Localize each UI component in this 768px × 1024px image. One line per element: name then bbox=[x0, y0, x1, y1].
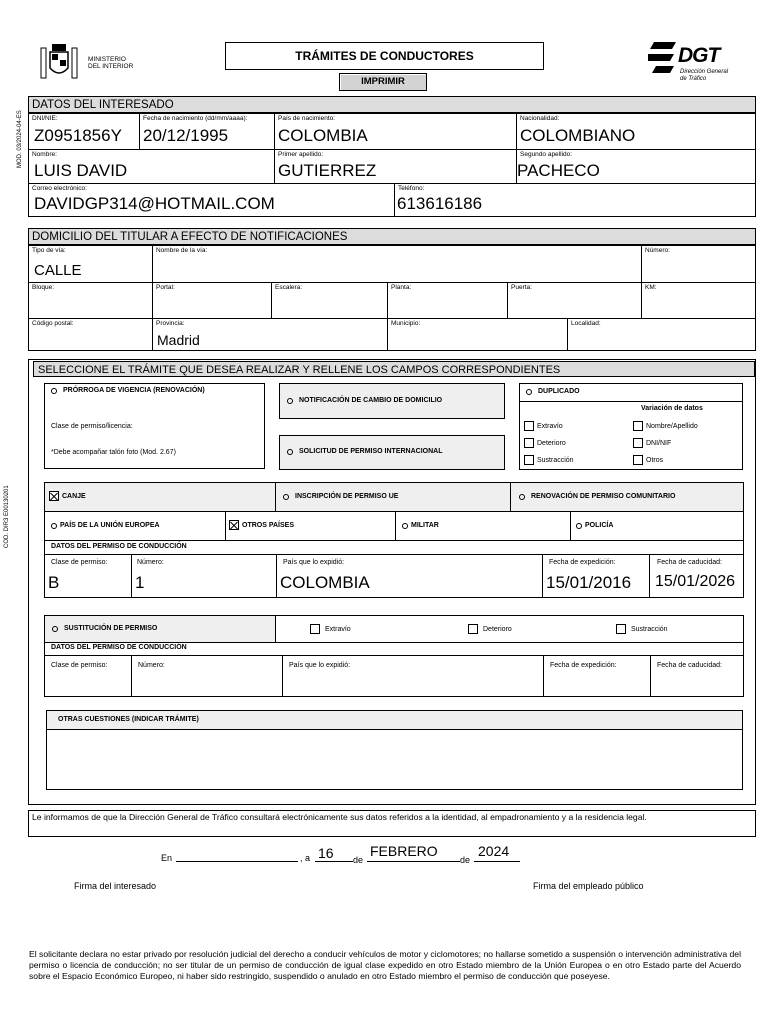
sus-number-field[interactable] bbox=[132, 656, 283, 696]
militar-label: MILITAR bbox=[411, 522, 439, 529]
issuing-country-field[interactable] bbox=[277, 555, 543, 597]
info-box bbox=[28, 810, 756, 837]
canje-option[interactable] bbox=[49, 491, 86, 501]
sus-extravio-checkbox[interactable] bbox=[310, 624, 320, 634]
nationality-value: COLOMBIANO bbox=[520, 126, 636, 145]
dup-nombre-checkbox[interactable] bbox=[633, 421, 643, 431]
dup-nombre-option[interactable] bbox=[633, 421, 698, 431]
renovacion-com-radio[interactable] bbox=[519, 494, 525, 500]
date-place-line[interactable] bbox=[176, 852, 298, 862]
sus-country-label: País que lo expidió: bbox=[289, 662, 351, 669]
sus-extravio-option[interactable] bbox=[310, 624, 351, 634]
datos-interesado-header: DATOS DEL INTERESADO bbox=[28, 96, 756, 113]
ministry-name bbox=[88, 56, 133, 70]
license-class-label: Clase de permiso: bbox=[51, 559, 108, 566]
surname1-field[interactable] bbox=[275, 150, 517, 183]
sus-deterioro-label: Deterioro bbox=[483, 625, 512, 633]
date-en-label: En bbox=[161, 853, 173, 863]
pais-ue-radio[interactable] bbox=[51, 523, 57, 529]
street-type-label: Tipo de vía: bbox=[32, 247, 66, 254]
sus-extravio-label: Extravío bbox=[325, 625, 351, 633]
surname1-value: GUTIERREZ bbox=[278, 161, 377, 180]
portal-field[interactable] bbox=[153, 283, 272, 318]
dup-dni-option[interactable] bbox=[633, 438, 671, 448]
municipality-field[interactable] bbox=[388, 319, 568, 350]
dni-value: Z0951856Y bbox=[34, 126, 122, 145]
dup-sustraccion-checkbox[interactable] bbox=[524, 455, 534, 465]
militar-option[interactable] bbox=[402, 522, 439, 529]
date-month-value: FEBRERO bbox=[370, 843, 438, 859]
otras-cuestiones-title: OTRAS CUESTIONES (INDICAR TRÁMITE) bbox=[58, 716, 199, 723]
internacional-radio[interactable] bbox=[287, 449, 293, 455]
km-field[interactable] bbox=[642, 283, 755, 318]
prorroga-title: PRÓRROGA DE VIGENCIA (RENOVACIÓN) bbox=[63, 387, 205, 394]
firma-empleado-label: Firma del empleado público bbox=[533, 881, 644, 891]
policia-radio[interactable] bbox=[576, 523, 582, 529]
date-year-value: 2024 bbox=[478, 843, 510, 859]
license-class-value: B bbox=[48, 573, 60, 592]
postal-code-label: Código postal: bbox=[32, 320, 74, 327]
internacional-option[interactable] bbox=[287, 448, 443, 455]
sus-deterioro-option[interactable] bbox=[468, 624, 512, 634]
date-a-label: , a bbox=[300, 853, 311, 863]
stairs-label: Escalera: bbox=[275, 284, 303, 291]
street-number-field[interactable] bbox=[642, 246, 755, 282]
email-value: DAVIDGP314@HOTMAIL.COM bbox=[34, 194, 275, 213]
canje-label: CANJE bbox=[62, 492, 86, 500]
dup-deterioro-label: Deterioro bbox=[537, 439, 566, 447]
ministry-line2: DEL INTERIOR bbox=[88, 63, 134, 70]
info-text: Le informamos de que la Dirección General de Tráfico consultará electrónicamente sus datos referidos a la identidad, al empadronamiento y a la residencia legal. bbox=[32, 812, 647, 822]
street-type-value: CALLE bbox=[34, 262, 82, 279]
dup-deterioro-option[interactable] bbox=[524, 438, 566, 448]
surname2-field[interactable] bbox=[517, 150, 755, 183]
expiry-date-field[interactable] bbox=[650, 555, 743, 597]
coat-of-arms-icon bbox=[38, 42, 80, 82]
dup-nombre-label: Nombre/Apellido bbox=[646, 422, 698, 430]
dup-extravio-label: Extravío bbox=[537, 422, 563, 430]
nationality-label: Nacionalidad: bbox=[520, 115, 560, 122]
prorroga-class-label: Clase de permiso/licencia: bbox=[51, 423, 133, 430]
dgt-logo bbox=[648, 40, 738, 85]
domicilio-section bbox=[28, 228, 756, 351]
sus-issue-date-field[interactable] bbox=[544, 656, 651, 696]
block-field[interactable] bbox=[29, 283, 153, 318]
dup-dni-label: DNI/NIF bbox=[646, 439, 672, 447]
province-field[interactable] bbox=[153, 319, 388, 350]
dgt-sub2: de Tráfico bbox=[680, 76, 707, 82]
prorroga-box bbox=[44, 383, 265, 469]
prorroga-option[interactable] bbox=[51, 387, 205, 394]
cod-code: COD. DIR3 E00130201 bbox=[4, 485, 10, 548]
sus-sustraccion-label: Sustracción bbox=[631, 625, 668, 633]
duplicado-radio[interactable] bbox=[526, 389, 532, 395]
locality-field[interactable] bbox=[568, 319, 755, 350]
door-label: Puerta: bbox=[511, 284, 532, 291]
issuing-country-label: País que lo expidió: bbox=[283, 559, 345, 566]
name-field[interactable] bbox=[29, 150, 275, 183]
tramite-header: SELECCIONE EL TRÁMITE QUE DESEA REALIZAR Y RELLENE LOS CAMPOS CORRESPONDIENTES bbox=[33, 361, 755, 377]
issue-date-label: Fecha de expedición: bbox=[549, 559, 616, 566]
street-number-label: Número: bbox=[645, 247, 670, 254]
canje-checkbox[interactable] bbox=[49, 491, 59, 501]
notif-domicilio-box[interactable] bbox=[279, 383, 505, 419]
province-value: Madrid bbox=[157, 332, 200, 348]
birth-country-field[interactable] bbox=[275, 114, 517, 149]
postal-code-field[interactable] bbox=[29, 319, 153, 350]
expiry-date-value: 15/01/2026 bbox=[655, 573, 736, 590]
sus-expiry-date-field[interactable] bbox=[651, 656, 743, 696]
pais-ue-option[interactable] bbox=[51, 522, 160, 529]
prorroga-note: *Debe acompañar talón foto (Mod. 2.67) bbox=[51, 449, 176, 456]
issue-date-value: 15/01/2016 bbox=[546, 573, 632, 592]
birthdate-value: 20/12/1995 bbox=[143, 126, 229, 145]
door-field[interactable] bbox=[508, 283, 642, 318]
inscripcion-ue-option[interactable] bbox=[283, 493, 398, 500]
dup-sustraccion-option[interactable] bbox=[524, 455, 574, 465]
license-number-value: 1 bbox=[135, 573, 145, 592]
sus-sustraccion-option[interactable] bbox=[616, 624, 668, 634]
province-label: Provincia: bbox=[156, 320, 185, 327]
prorroga-radio[interactable] bbox=[51, 388, 57, 394]
name-label: Nombre: bbox=[32, 151, 57, 158]
otras-cuestiones-box[interactable] bbox=[46, 710, 743, 790]
sus-sustraccion-checkbox[interactable] bbox=[616, 624, 626, 634]
inscripcion-ue-radio[interactable] bbox=[283, 494, 289, 500]
sustitucion-box bbox=[44, 615, 744, 697]
km-label: KM: bbox=[645, 284, 657, 291]
dgt-arrows-icon bbox=[648, 42, 678, 76]
datos-permiso-title: DATOS DEL PERMISO DE CONDUCCIÓN bbox=[51, 543, 187, 550]
print-button[interactable]: IMPRIMIR bbox=[339, 73, 427, 91]
street-type-field[interactable] bbox=[29, 246, 153, 282]
notif-domicilio-label: NOTIFICACIÓN DE CAMBIO DE DOMICILIO bbox=[299, 397, 443, 404]
dni-label: DNI/NIE: bbox=[32, 115, 58, 122]
otros-paises-label: OTROS PAÍSES bbox=[242, 521, 294, 529]
portal-label: Portal: bbox=[156, 284, 175, 291]
sus-number-label: Número: bbox=[138, 662, 165, 669]
stairs-field[interactable] bbox=[272, 283, 388, 318]
ministry-line1: MINISTERIO bbox=[88, 56, 126, 63]
inscripcion-ue-label: INSCRIPCIÓN DE PERMISO UE bbox=[295, 493, 399, 500]
sus-issue-date-label: Fecha de expedición: bbox=[550, 662, 617, 669]
policia-label: POLICÍA bbox=[585, 522, 614, 529]
datos-permiso2-title: DATOS DEL PERMISO DE CONDUCCIÓN bbox=[51, 644, 187, 651]
dup-extravio-checkbox[interactable] bbox=[524, 421, 534, 431]
nationality-field[interactable] bbox=[517, 114, 755, 149]
duplicado-option[interactable] bbox=[526, 388, 580, 395]
locality-label: Localidad: bbox=[571, 320, 601, 327]
expiry-date-label: Fecha de caducidad: bbox=[657, 559, 722, 566]
name-value: LUIS DAVID bbox=[34, 161, 128, 180]
phone-label: Teléfono: bbox=[398, 185, 425, 192]
phone-value: 613616186 bbox=[397, 194, 483, 213]
license-number-label: Número: bbox=[137, 559, 164, 566]
issuing-country-value: COLOMBIA bbox=[280, 573, 370, 592]
dup-extravio-option[interactable] bbox=[524, 421, 563, 431]
tramite-section bbox=[28, 359, 756, 805]
sustitucion-label: SUSTITUCIÓN DE PERMISO bbox=[64, 625, 158, 632]
email-field[interactable] bbox=[29, 184, 395, 216]
internacional-box[interactable] bbox=[279, 435, 505, 470]
birth-country-value: COLOMBIA bbox=[278, 126, 368, 145]
otros-paises-option[interactable] bbox=[229, 520, 294, 530]
sus-country-field[interactable] bbox=[283, 656, 544, 696]
date-de2-label: de bbox=[460, 855, 471, 865]
birthdate-field[interactable] bbox=[140, 114, 275, 149]
notif-domicilio-radio[interactable] bbox=[287, 398, 293, 404]
municipality-label: Municipio: bbox=[391, 320, 421, 327]
floor-label: Planta: bbox=[391, 284, 412, 291]
duplicado-box bbox=[519, 383, 743, 470]
surname2-label: Segundo apellido: bbox=[520, 151, 573, 158]
phone-field[interactable] bbox=[395, 184, 755, 216]
license-class-field[interactable] bbox=[45, 555, 132, 597]
license-number-field[interactable] bbox=[132, 555, 277, 597]
dup-sustraccion-label: Sustracción bbox=[537, 456, 574, 464]
sustitucion-radio[interactable] bbox=[52, 626, 58, 632]
block-label: Bloque: bbox=[32, 284, 55, 291]
datos-interesado-section bbox=[28, 96, 756, 217]
dup-otros-label: Otros bbox=[646, 456, 664, 464]
dup-deterioro-checkbox[interactable] bbox=[524, 438, 534, 448]
dgt-sub1: Dirección General bbox=[680, 69, 729, 75]
policia-option[interactable] bbox=[576, 522, 613, 529]
pais-ue-label: PAÍS DE LA UNIÓN EUROPEA bbox=[60, 522, 160, 529]
issue-date-field[interactable] bbox=[543, 555, 650, 597]
duplicado-title: DUPLICADO bbox=[538, 388, 580, 395]
domicilio-header: DOMICILIO DEL TITULAR A EFECTO DE NOTIFICACIONES bbox=[28, 228, 756, 245]
birth-country-label: País de nacimiento: bbox=[278, 115, 336, 122]
form-title: TRÁMITES DE CONDUCTORES bbox=[225, 42, 544, 70]
otros-paises-checkbox[interactable] bbox=[229, 520, 239, 530]
mod-code: MOD. 03/2024-04-ES bbox=[17, 110, 23, 168]
dgt-text: DGT bbox=[678, 44, 720, 67]
renovacion-com-label: RENOVACIÓN DE PERMISO COMUNITARIO bbox=[531, 493, 676, 500]
militar-radio[interactable] bbox=[402, 523, 408, 529]
surname1-label: Primer apellido: bbox=[278, 151, 324, 158]
street-name-field[interactable] bbox=[153, 246, 642, 282]
floor-field[interactable] bbox=[388, 283, 508, 318]
birthdate-label: Fecha de nacimiento (dd/mm/aaaa): bbox=[143, 115, 248, 122]
firma-interesado-label: Firma del interesado bbox=[74, 881, 157, 891]
street-name-label: Nombre de la vía: bbox=[156, 247, 208, 254]
dni-field[interactable] bbox=[29, 114, 140, 149]
sus-deterioro-checkbox[interactable] bbox=[468, 624, 478, 634]
surname2-value: PACHECO bbox=[517, 161, 600, 180]
declaration-text: El solicitante declara no estar privado por resolución judicial del derecho a conducir vehículos de motor y ciclomotores; no hallarse sometido a suspensión o intervención administrativa del permiso o licencia de conducción; no ser titular de un permiso de conducción de igual clase expedido en otro Estado miembro de la Unión Europea o en otro Estado parte del Acuerdo sobre el Espacio Económico Europeo, ni haber sido restringido, suspendido o anulado en otro Estado miembro el permiso de conducción que poseyese. bbox=[29, 949, 741, 981]
variacion-title: Variación de datos bbox=[641, 405, 703, 412]
date-day-value: 16 bbox=[318, 845, 334, 861]
dup-otros-checkbox[interactable] bbox=[633, 455, 643, 465]
email-label: Correo electrónico: bbox=[32, 185, 87, 192]
sus-expiry-date-label: Fecha de caducidad: bbox=[657, 662, 722, 669]
sustitucion-option[interactable] bbox=[52, 625, 157, 632]
date-de1-label: de bbox=[353, 855, 364, 865]
renovacion-com-option[interactable] bbox=[519, 493, 675, 500]
sus-class-label: Clase de permiso: bbox=[51, 662, 108, 669]
notif-domicilio-option[interactable] bbox=[287, 397, 442, 404]
dup-otros-option[interactable] bbox=[633, 455, 663, 465]
canje-box bbox=[44, 482, 744, 598]
dup-dni-checkbox[interactable] bbox=[633, 438, 643, 448]
sus-class-field[interactable] bbox=[45, 656, 132, 696]
internacional-label: SOLICITUD DE PERMISO INTERNACIONAL bbox=[299, 448, 443, 455]
